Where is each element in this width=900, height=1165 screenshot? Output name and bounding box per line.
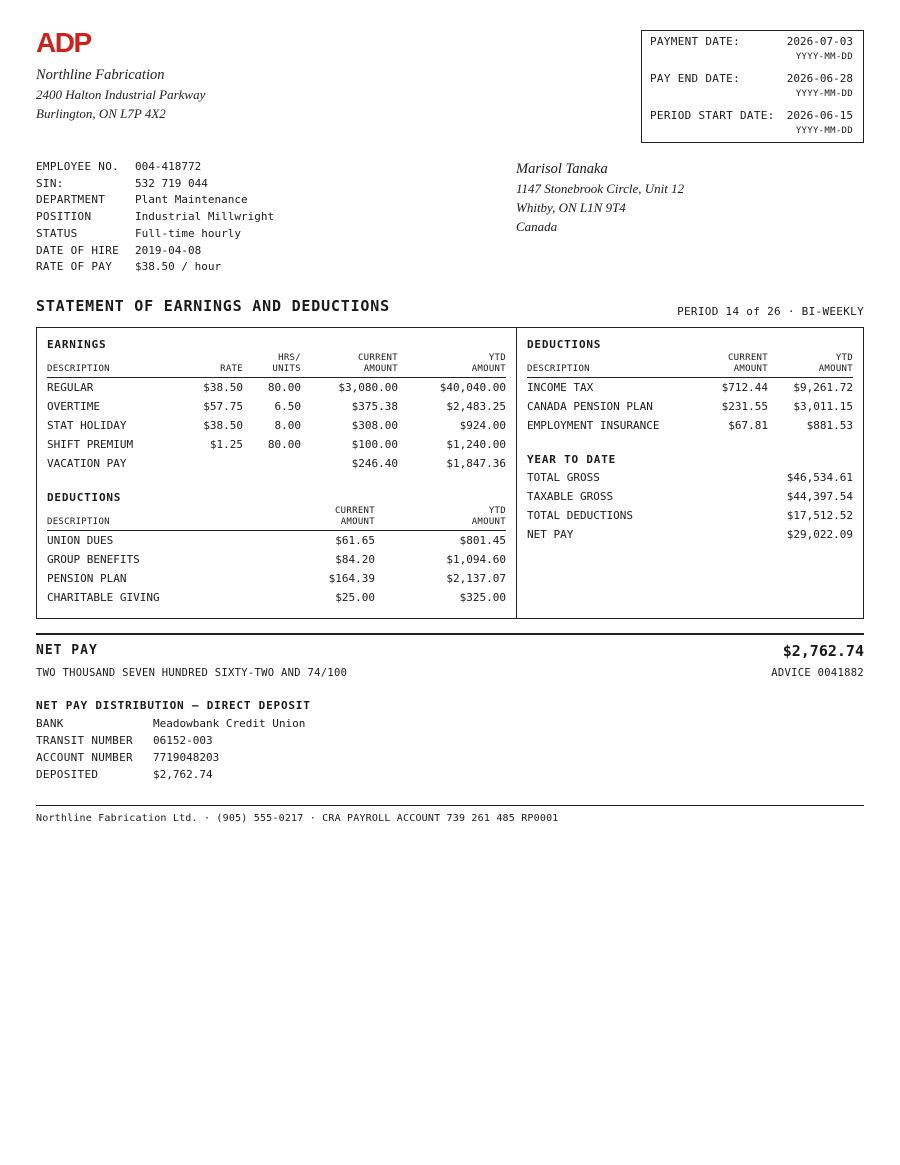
deduction-ytd: $3,011.15 <box>793 400 853 413</box>
info-label: EMPLOYEE NO. <box>36 160 120 173</box>
ytd-row <box>527 525 853 544</box>
info-label: SIN: <box>36 176 64 190</box>
earning-description: REGULAR <box>47 381 94 394</box>
ytd-row <box>527 506 853 525</box>
ytd-value: $29,022.09 <box>786 528 853 541</box>
net-pay-amount: $2,762.74 <box>782 642 864 660</box>
distribution-row <box>36 749 305 766</box>
col-current-2: AMOUNT <box>733 364 768 374</box>
distribution-value: Meadowbank Credit Union <box>153 717 306 730</box>
earning-rate: $57.75 <box>203 400 243 413</box>
deduction-description: PENSION PLAN <box>47 572 127 585</box>
table-row <box>47 569 506 588</box>
col-ytd-1: YTD <box>488 506 506 516</box>
employer-address-line-1: 2400 Halton Industrial Parkway <box>36 87 206 102</box>
table-row <box>47 416 506 435</box>
info-value: Full-time hourly <box>135 226 241 240</box>
period-start-date-value: 2026-06-15 <box>786 109 853 122</box>
pay-dates-box <box>641 30 864 143</box>
payee-address-line-3: Canada <box>516 219 558 234</box>
deduction-current: $712.44 <box>721 381 768 394</box>
employee-info-row <box>36 259 274 276</box>
info-label: DATE OF HIRE <box>36 243 120 257</box>
earning-description: STAT HOLIDAY <box>47 419 127 432</box>
col-current-1: CURRENT <box>334 506 375 516</box>
earning-description: SHIFT PREMIUM <box>47 438 134 451</box>
col-current-2: AMOUNT <box>340 517 375 527</box>
employer-name: Northline Fabrication <box>36 67 165 83</box>
earning-current: $375.38 <box>351 400 398 413</box>
col-hrs-1: HRS/ <box>278 353 301 363</box>
distribution-value: 06152-003 <box>153 734 213 747</box>
col-ytd-2: AMOUNT <box>471 364 506 374</box>
info-value: Industrial Millwright <box>135 210 275 224</box>
table-row <box>47 550 506 569</box>
voluntary-deductions-table <box>47 506 506 607</box>
ytd-label: NET PAY <box>527 528 574 541</box>
ytd-row <box>527 487 853 506</box>
distribution-label: DEPOSITED <box>36 768 99 781</box>
distribution-value: $2,762.74 <box>153 768 213 781</box>
deduction-description: EMPLOYMENT INSURANCE <box>527 419 660 432</box>
earning-ytd: $2,483.25 <box>446 400 506 413</box>
employee-info-row <box>36 209 274 226</box>
deduction-ytd: $881.53 <box>806 419 853 432</box>
earning-rate: $38.50 <box>203 381 243 394</box>
distribution-label: BANK <box>36 717 64 730</box>
earning-rate: $1.25 <box>209 438 243 451</box>
ytd-label: TOTAL GROSS <box>527 471 600 484</box>
info-value: 532 719 044 <box>135 176 208 190</box>
period-start-date-label: PERIOD START DATE: <box>650 109 775 122</box>
table-row <box>47 397 506 416</box>
statement-title: STATEMENT OF EARNINGS AND DEDUCTIONS <box>36 297 390 315</box>
earnings-table-header <box>47 353 506 378</box>
earning-hours: 80.00 <box>267 381 301 394</box>
col-ytd-2: AMOUNT <box>818 364 853 374</box>
deduction-current: $164.39 <box>328 572 375 585</box>
table-row <box>527 397 853 416</box>
statutory-deductions-header <box>527 353 853 378</box>
pay-end-date-value: 2026-06-28 <box>786 72 853 85</box>
footer-rule <box>36 805 864 806</box>
payee-address <box>516 159 684 236</box>
table-row <box>47 378 506 397</box>
employee-info-row <box>36 176 274 193</box>
footer-text: Northline Fabrication Ltd. · (905) 555-0217 · CRA PAYROLL ACCOUNT 739 261 485 RP0001 <box>36 813 559 824</box>
column-divider <box>516 328 517 618</box>
deduction-current: $84.20 <box>335 553 375 566</box>
earnings-deductions-box <box>36 327 864 619</box>
earning-description: OVERTIME <box>47 400 100 413</box>
deduction-current: $61.65 <box>335 534 375 547</box>
employer-address <box>36 66 205 123</box>
earnings-table <box>47 353 506 473</box>
payment-date-label: PAYMENT DATE: <box>650 35 740 48</box>
ytd-value: $17,512.52 <box>786 509 853 522</box>
earning-hours: 80.00 <box>267 438 301 451</box>
distribution-label: ACCOUNT NUMBER <box>36 751 133 764</box>
employee-info-row <box>36 159 274 176</box>
ytd-value: $44,397.54 <box>786 490 853 503</box>
net-pay-rule <box>36 633 864 635</box>
pay-end-date-format: YYYY-MM-DD <box>795 89 853 99</box>
deduction-ytd: $2,137.07 <box>446 572 506 585</box>
employer-address-line-2: Burlington, ON L7P 4X2 <box>36 106 166 121</box>
deduction-current: $67.81 <box>728 419 768 432</box>
col-current-1: CURRENT <box>727 353 768 363</box>
info-label: STATUS <box>36 226 78 240</box>
employee-info-row <box>36 226 274 243</box>
net-pay-label: NET PAY <box>36 643 98 658</box>
distribution-row <box>36 766 305 783</box>
earning-current: $246.40 <box>351 457 398 470</box>
ytd-value: $46,534.61 <box>786 471 853 484</box>
table-row <box>527 378 853 397</box>
info-value: $38.50 / hour <box>135 260 222 274</box>
earning-ytd: $40,040.00 <box>439 381 506 394</box>
deduction-ytd: $1,094.60 <box>446 553 506 566</box>
col-current-2: AMOUNT <box>363 364 398 374</box>
deduction-description: GROUP BENEFITS <box>47 553 140 566</box>
table-row <box>47 531 506 550</box>
table-row <box>47 588 506 607</box>
table-row <box>47 435 506 454</box>
statutory-deductions-heading: DEDUCTIONS <box>527 338 602 351</box>
earning-rate: $38.50 <box>203 419 243 432</box>
col-description: DESCRIPTION <box>47 364 110 374</box>
employee-info-row <box>36 243 274 260</box>
info-label: POSITION <box>36 210 92 224</box>
pay-end-date-label: PAY END DATE: <box>650 72 740 85</box>
net-pay-words: TWO THOUSAND SEVEN HUNDRED SIXTY-TWO AND 74/100 <box>36 667 348 679</box>
earning-ytd: $924.00 <box>459 419 506 432</box>
deduction-description: UNION DUES <box>47 534 114 547</box>
deduction-current: $231.55 <box>721 400 768 413</box>
payment-date-format: YYYY-MM-DD <box>795 52 853 62</box>
distribution-details <box>36 715 305 783</box>
info-value: Plant Maintenance <box>135 193 248 207</box>
ytd-label: TOTAL DEDUCTIONS <box>527 509 633 522</box>
col-description: DESCRIPTION <box>47 517 110 527</box>
earning-current: $3,080.00 <box>338 381 398 394</box>
distribution-row <box>36 715 305 732</box>
col-ytd-1: YTD <box>488 353 506 363</box>
info-value: 2019-04-08 <box>135 243 202 257</box>
adp-logo: ADP <box>36 27 91 58</box>
distribution-value: 7719048203 <box>153 751 220 764</box>
table-row <box>47 454 506 473</box>
table-row <box>527 416 853 435</box>
deduction-current: $25.00 <box>335 591 375 604</box>
earning-hours: 8.00 <box>274 419 301 432</box>
payee-address-line-2: Whitby, ON L1N 9T4 <box>516 200 626 215</box>
deduction-ytd: $325.00 <box>459 591 506 604</box>
earning-description: VACATION PAY <box>47 457 127 470</box>
deduction-description: CANADA PENSION PLAN <box>527 400 653 413</box>
distribution-heading: NET PAY DISTRIBUTION — DIRECT DEPOSIT <box>36 699 311 712</box>
col-current-1: CURRENT <box>357 353 398 363</box>
earning-ytd: $1,240.00 <box>446 438 506 451</box>
col-description: DESCRIPTION <box>527 364 590 374</box>
voluntary-deductions-heading: DEDUCTIONS <box>47 491 122 504</box>
earnings-heading: EARNINGS <box>47 338 107 351</box>
pay-period: PERIOD 14 of 26 · BI-WEEKLY <box>677 305 864 318</box>
info-label: DEPARTMENT <box>36 193 106 207</box>
statutory-deductions-table <box>527 353 853 435</box>
col-ytd-1: YTD <box>835 353 853 363</box>
employee-info-row <box>36 192 274 209</box>
voluntary-deductions-header <box>47 506 506 531</box>
col-hrs-2: UNITS <box>272 364 301 374</box>
deduction-ytd: $801.45 <box>459 534 506 547</box>
earning-hours: 6.50 <box>274 400 301 413</box>
earning-ytd: $1,847.36 <box>446 457 506 470</box>
earning-current: $308.00 <box>351 419 398 432</box>
ytd-row <box>527 468 853 487</box>
advice-number: ADVICE 0041882 <box>771 667 864 679</box>
year-to-date-heading: YEAR TO DATE <box>527 453 617 466</box>
deduction-description: INCOME TAX <box>527 381 594 394</box>
employee-info <box>36 159 274 276</box>
distribution-row <box>36 732 305 749</box>
col-ytd-2: AMOUNT <box>471 517 506 527</box>
payee-name: Marisol Tanaka <box>516 161 608 177</box>
info-label: RATE OF PAY <box>36 260 113 274</box>
earning-current: $100.00 <box>351 438 398 451</box>
distribution-label: TRANSIT NUMBER <box>36 734 133 747</box>
payment-date-value: 2026-07-03 <box>786 35 853 48</box>
deduction-ytd: $9,261.72 <box>793 381 853 394</box>
payee-address-line-1: 1147 Stonebrook Circle, Unit 12 <box>516 181 685 196</box>
period-start-date-format: YYYY-MM-DD <box>795 126 853 136</box>
deduction-description: CHARITABLE GIVING <box>47 591 160 604</box>
info-value: 004-418772 <box>135 160 202 173</box>
ytd-label: TAXABLE GROSS <box>527 490 614 503</box>
col-rate: RATE <box>220 364 243 374</box>
